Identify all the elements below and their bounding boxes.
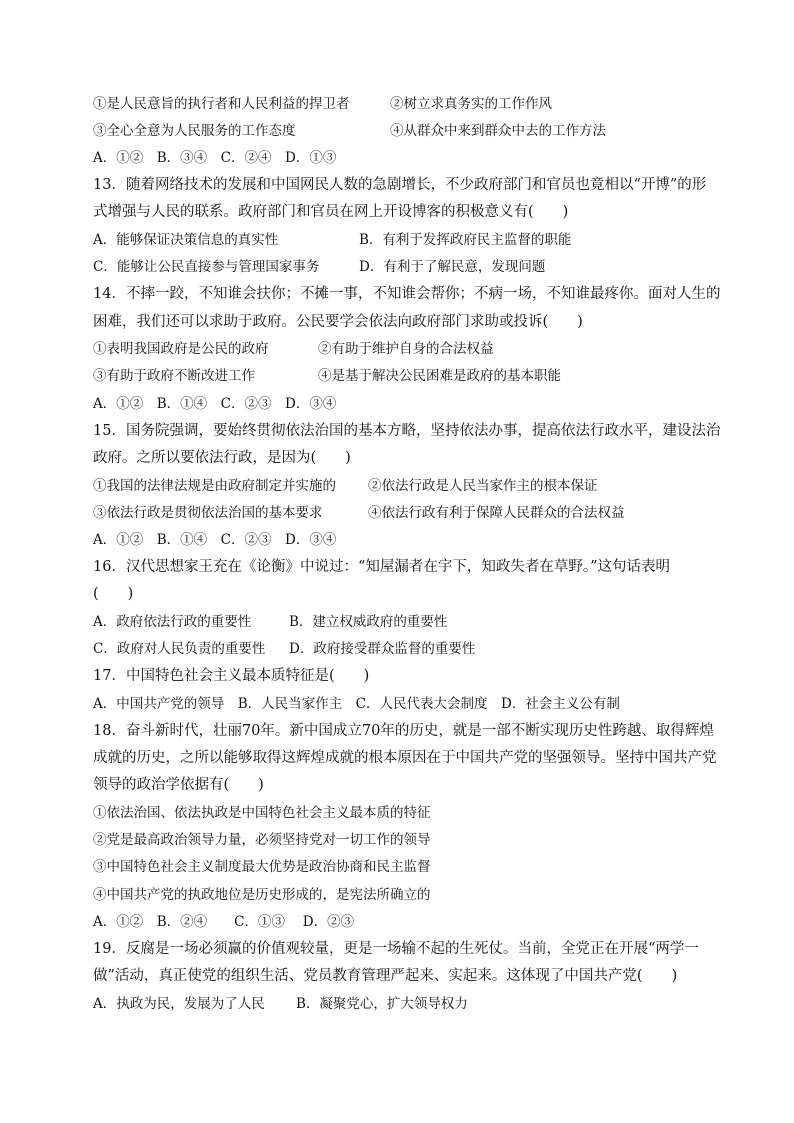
- answer-choices-q17: A．中国共产党的领导 B．人民当家作主 C．人民代表大会制度 D．社会主义公有制: [93, 696, 620, 712]
- q14-statement-2: ②有助于维护自身的合法权益: [318, 341, 494, 357]
- question-16-stem-cont: ( ): [93, 586, 134, 602]
- q15-statement-2: ②依法行政是人民当家作主的根本保证: [368, 478, 598, 494]
- q18-statement-4: ④中国共产党的执政地位是历史形成的，是宪法所确立的: [93, 887, 431, 903]
- q13-choice-d: D．有利于了解民意，发现问题: [359, 259, 546, 275]
- answer-choices-q18: A．①② B．②④ C．①③ D．②③: [93, 914, 355, 930]
- question-13-stem-cont: 式增强与人民的联系。政府部门和官员在网上开设博客的积极意义有( ): [93, 204, 569, 220]
- question-14-stem: 14．不摔一跤，不知谁会扶你；不摊一事，不知谁会帮你；不病一场，不知谁最疼你。面对人生的: [93, 286, 721, 302]
- question-16-stem: 16．汉代思想家王充在《论衡》中说过：“知屋漏者在宇下，知政失者在草野。”这句话表明: [93, 559, 671, 575]
- option-statement-2: ②树立求真务实的工作作风: [390, 96, 552, 112]
- q19-choice-b: B．凝聚党心，扩大领导权力: [296, 996, 468, 1012]
- q14-statement-4: ④是基于解决公民困难是政府的基本职能: [318, 368, 561, 384]
- question-19-stem: 19．反腐是一场必须赢的价值观较量，更是一场输不起的生死仗。当前，全党正在开展“两学一: [93, 941, 699, 957]
- q18-statement-1: ①依法治国、依法执政是中国特色社会主义最本质的特征: [93, 805, 431, 821]
- q15-statement-1: ①我国的法律法规是由政府制定并实施的: [93, 478, 336, 494]
- q15-statement-3: ③依法行政是贯彻依法治国的基本要求: [93, 505, 323, 521]
- answer-choices-q12: A．①② B．③④ C．②④ D．①③: [93, 150, 337, 166]
- q16-choice-b: B．建立权威政府的重要性: [289, 614, 448, 630]
- option-statement-4: ④从群众中来到群众中去的工作方法: [390, 123, 606, 139]
- question-13-stem: 13．随着网络技术的发展和中国网民人数的急剧增长，不少政府部门和官员也竟相以“开博”的形: [93, 177, 707, 193]
- q18-statement-2: ②党是最高政治领导力量，必须坚持党对一切工作的领导: [93, 832, 431, 848]
- option-statement-1: ①是人民意旨的执行者和人民利益的捍卫者: [93, 96, 350, 112]
- option-statement-3: ③全心全意为人民服务的工作态度: [93, 123, 296, 139]
- q15-statement-4: ④依法行政有利于保障人民群众的合法权益: [368, 505, 625, 521]
- question-15-stem-cont: 政府。之所以要依法行政，是因为( ): [93, 450, 351, 466]
- q13-choice-c: C．能够让公民直接参与管理国家事务: [93, 259, 320, 275]
- question-17-stem: 17．中国特色社会主义最本质特征是( ): [93, 668, 370, 684]
- answer-choices-q15: A．①② B．①④ C．②③ D．③④: [93, 532, 337, 548]
- question-18-stem-cont-1: 成就的历史，之所以能够取得这辉煌成就的根本原因在于中国共产党的坚强领导。坚持中国共产党: [93, 750, 717, 766]
- q13-choice-a: A．能够保证决策信息的真实性: [93, 232, 279, 248]
- question-18-stem: 18．奋斗新时代，壮丽70年。新中国成立70年的历史，就是一部不断实现历史性跨越、取得辉煌: [93, 723, 714, 739]
- q16-choice-d: D．政府接受群众监督的重要性: [289, 641, 476, 657]
- q19-choice-a: A．执政为民，发展为了人民: [93, 996, 265, 1012]
- q16-choice-a: A．政府依法行政的重要性: [93, 614, 252, 630]
- answer-choices-q14: A．①② B．①④ C．②③ D．③④: [93, 396, 337, 412]
- q16-choice-c: C．政府对人民负责的重要性: [93, 641, 266, 657]
- question-14-stem-cont: 困难，我们还可以求助于政府。公民要学会依法向政府部门求助或投诉( ): [93, 314, 583, 330]
- question-18-stem-cont-2: 领导的政治学依据有( ): [93, 777, 264, 793]
- question-19-stem-cont: 做”活动，真正使党的组织生活、党员教育管理严起来、实起来。这体现了中国共产党( ): [93, 968, 678, 984]
- q18-statement-3: ③中国特色社会主义制度最大优势是政治协商和民主监督: [93, 859, 431, 875]
- q14-statement-3: ③有助于政府不断改进工作: [93, 368, 255, 384]
- question-15-stem: 15．国务院强调，要始终贯彻依法治国的基本方略，坚持依法办事，提高依法行政水平，建设法治: [93, 423, 721, 439]
- q13-choice-b: B．有利于发挥政府民主监督的职能: [359, 232, 572, 248]
- q14-statement-1: ①表明我国政府是公民的政府: [93, 341, 269, 357]
